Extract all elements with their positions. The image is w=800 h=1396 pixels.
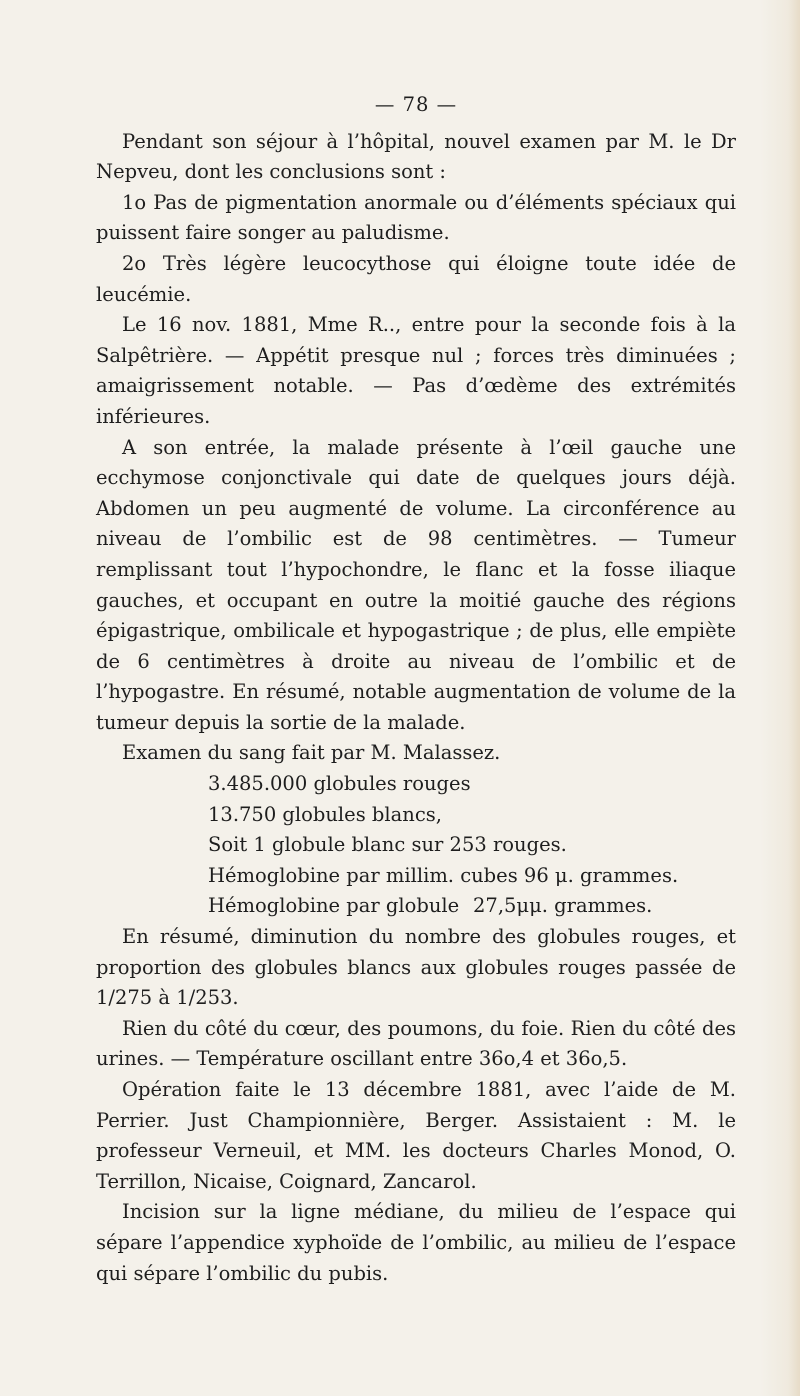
- paragraph-entry-exam: A son entrée, la malade présente à l’œil gauche une ecchymose conjonctivale qui date de quelques jours déjà. Abdomen un peu augmenté de volume. La circonférence au niveau de l’ombilic est de 98 centimètres. — Tumeur remplissant tout l’hypochondre, le flanc et la fosse iliaque gauches, et occupant en outre la moitié gauche des régions épigastrique, ombilicale et hypogastrique ; de plus, elle empiète de 6 centimètres à droite au niveau de l’ombilic et de l’hypogastre. En résumé, notable augmentation de volume de la tumeur depuis la sortie de la malade.: [96, 435, 736, 734]
- paragraph-conclusion-1: 1o Pas de pigmentation anormale ou d’éléments spéciaux qui puissent faire songer au paludisme.: [96, 190, 736, 245]
- page-edge-shadow: [760, 0, 800, 1396]
- hemoglobin-per-mm3: Hémoglobine par millim. cubes 96 μ. grammes.: [208, 863, 679, 887]
- paragraph-blood-exam: Examen du sang fait par M. Malassez.: [122, 741, 501, 765]
- paragraph-second-admission: Le 16 nov. 1881, Mme R.., entre pour la seconde fois à la Salpêtrière. — Appétit presque nul ; forces très diminuées ; amaigrissement notable. — Pas d’œdème des extrémités inférieures.: [96, 313, 736, 428]
- hemoglobin-per-globule-label: Hémoglobine par globule: [208, 894, 460, 918]
- paragraph-organs-temperature: Rien du côté du cœur, des poumons, du foie. Rien du côté des urines. — Température oscillant entre 36o,4 et 36o,5.: [96, 1016, 736, 1071]
- blood-ratio: Soit 1 globule blanc sur 253 rouges.: [208, 833, 567, 857]
- hemoglobin-per-globule: [96, 891, 736, 922]
- hemoglobin-per-globule-value: 27,5μμ. grammes.: [473, 894, 653, 918]
- page-number: — 78 —: [374, 93, 458, 116]
- paragraph-conclusion-2: 2o Très légère leucocythose qui éloigne toute idée de leucémie.: [96, 251, 736, 306]
- blood-red-count: 3.485.000 globules rouges: [208, 772, 471, 796]
- blood-white-count: 13.750 globules blancs,: [208, 802, 442, 826]
- paragraph-operation: Opération faite le 13 décembre 1881, avec l’aide de M. Perrier. Just Championnière, Berger. Assistaient : M. le professeur Verneuil, et MM. les docteurs Charles Monod, O. Terrillon, Nicaise, Coignard, Zancarol.: [96, 1078, 736, 1193]
- page-body: [96, 90, 736, 1289]
- paragraph-summary: En résumé, diminution du nombre des globules rouges, et proportion des globules blancs aux globules rouges passée de 1/275 à 1/253.: [96, 925, 736, 1010]
- paragraph-nepveu-exam: Pendant son séjour à l’hôpital, nouvel examen par M. le Dr Nepveu, dont les conclusions sont :: [96, 129, 736, 184]
- paragraph-incision: Incision sur la ligne médiane, du milieu de l’espace qui sépare l’appendice xyphoïde de l’ombilic, au milieu de l’espace qui sépare l’ombilic du pubis.: [96, 1200, 736, 1285]
